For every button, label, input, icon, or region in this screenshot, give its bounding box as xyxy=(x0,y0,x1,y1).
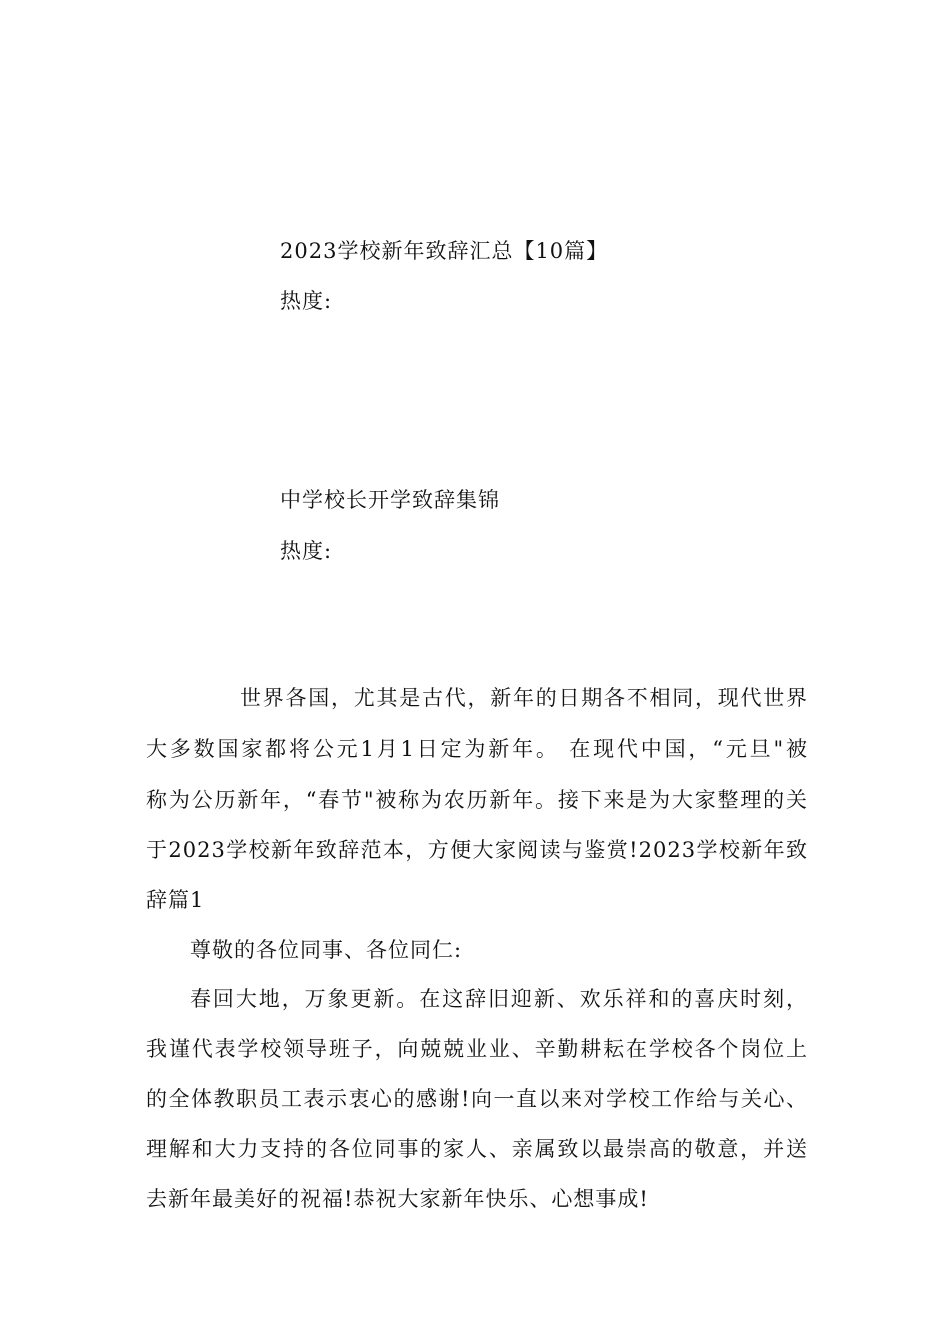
intro-line: 于2023学校新年致辞范本，方便大家阅读与鉴赏!2023学校新年致 xyxy=(146,838,808,862)
intro-line: 世界各国，尤其是古代，新年的日期各不相同，现代世界 xyxy=(240,686,808,710)
intro-line: 辞篇1 xyxy=(146,888,205,912)
intro-line: 大多数国家都将公元1月1日定为新年。 在现代中国，“元旦"被 xyxy=(146,737,808,761)
article-title-1: 2023学校新年致辞汇总【10篇】 xyxy=(280,239,609,263)
paragraph-line: 我谨代表学校领导班子，向兢兢业业、辛勤耕耘在学校各个岗位上 xyxy=(146,1037,808,1061)
heat-label-2: 热度: xyxy=(280,539,333,563)
heat-label-1: 热度: xyxy=(280,289,333,313)
salutation: 尊敬的各位同事、各位同仁: xyxy=(190,938,463,962)
paragraph-line: 去新年最美好的祝福!恭祝大家新年快乐、心想事成! xyxy=(146,1187,649,1211)
paragraph-line: 的全体教职员工表示衷心的感谢!向一直以来对学校工作给与关心、 xyxy=(146,1087,808,1111)
paragraph-line: 春回大地，万象更新。在这辞旧迎新、欢乐祥和的喜庆时刻， xyxy=(190,987,808,1011)
intro-line: 称为公历新年，“春节"被称为农历新年。接下来是为大家整理的关 xyxy=(146,788,808,812)
paragraph-line: 理解和大力支持的各位同事的家人、亲属致以最崇高的敬意，并送 xyxy=(146,1137,808,1161)
article-title-2: 中学校长开学致辞集锦 xyxy=(280,488,500,512)
